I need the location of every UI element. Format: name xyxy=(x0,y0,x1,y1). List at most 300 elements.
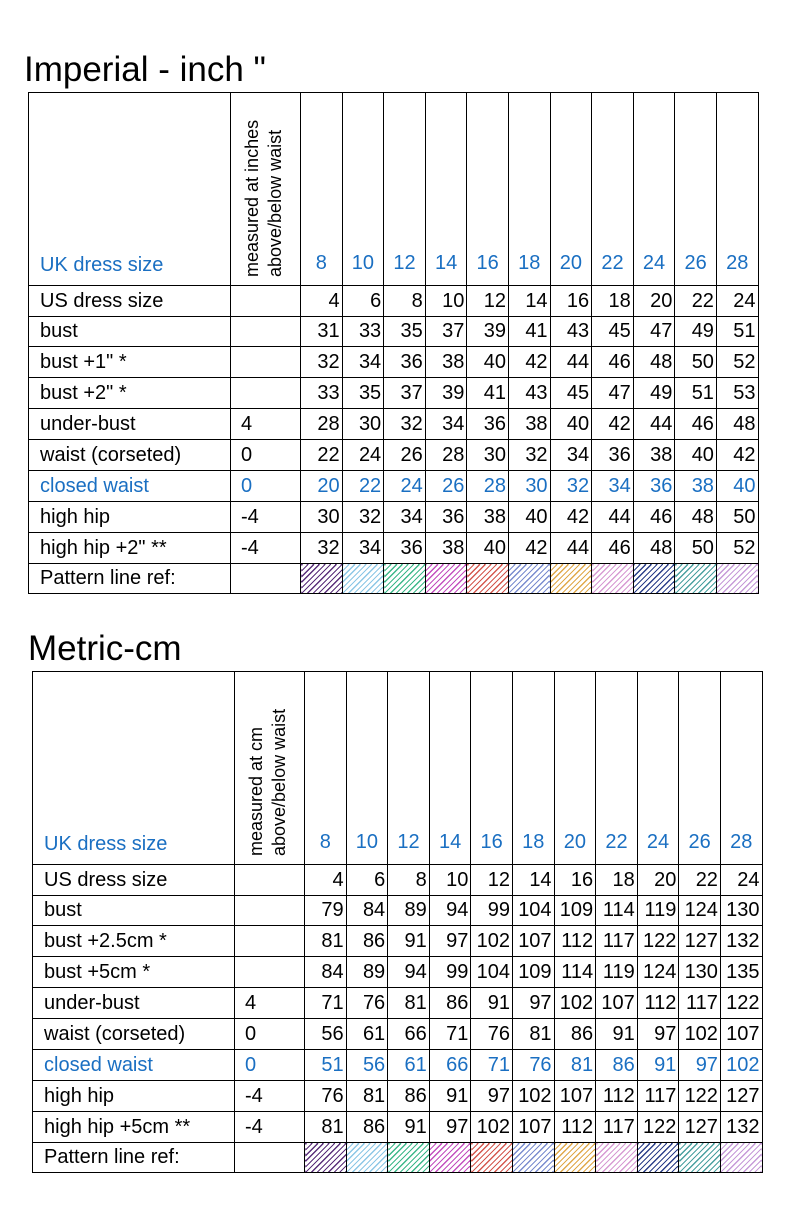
table-row xyxy=(33,1112,763,1143)
size-value-cell: 38 xyxy=(633,440,675,471)
size-value-cell: 34 xyxy=(342,347,384,378)
size-value-cell: 36 xyxy=(384,533,426,564)
size-value-cell: 71 xyxy=(429,1019,471,1050)
size-value-cell: 52 xyxy=(716,347,758,378)
size-value-cell: 107 xyxy=(554,1081,596,1112)
row-label: bust +1" * xyxy=(29,347,231,378)
size-value-cell: 40 xyxy=(508,502,550,533)
size-value-cell: 36 xyxy=(425,502,467,533)
size-value-cell: 26 xyxy=(384,440,426,471)
row-measured-at xyxy=(231,347,301,378)
table-row xyxy=(29,317,759,347)
size-value-cell: 38 xyxy=(425,533,467,564)
size-value-cell: 10 xyxy=(425,286,467,317)
size-value-cell: 97 xyxy=(637,1019,679,1050)
size-value-cell: 97 xyxy=(471,1081,513,1112)
size-value-cell: 48 xyxy=(716,409,758,440)
size-value-cell: 50 xyxy=(716,502,758,533)
size-value-cell: 76 xyxy=(346,988,388,1019)
size-value-cell: 33 xyxy=(342,317,384,347)
size-value-cell: 94 xyxy=(429,896,471,926)
row-measured-at xyxy=(235,926,305,957)
size-value-cell: 127 xyxy=(679,1112,721,1143)
table-row xyxy=(33,1019,763,1050)
pattern-swatch xyxy=(425,564,467,594)
size-value-cell: 76 xyxy=(512,1050,554,1081)
size-value-cell: 20 xyxy=(301,471,343,502)
uk-size-header: 24 xyxy=(633,93,675,286)
size-value-cell: 4 xyxy=(305,865,347,896)
size-value-cell: 38 xyxy=(508,409,550,440)
size-value-cell: 42 xyxy=(508,347,550,378)
size-value-cell: 4 xyxy=(301,286,343,317)
measured-at-header xyxy=(231,93,301,286)
row-label: bust xyxy=(29,317,231,347)
pattern-swatch xyxy=(512,1143,554,1173)
size-value-cell: 97 xyxy=(512,988,554,1019)
row-measured-at: 0 xyxy=(235,1019,305,1050)
size-value-cell: 89 xyxy=(346,957,388,988)
row-measured-at: 0 xyxy=(231,471,301,502)
size-value-cell: 46 xyxy=(592,347,634,378)
uk-size-header: 18 xyxy=(512,672,554,865)
size-value-cell: 114 xyxy=(596,896,638,926)
table-row xyxy=(29,440,759,471)
size-value-cell: 31 xyxy=(301,317,343,347)
size-value-cell: 30 xyxy=(467,440,509,471)
size-value-cell: 97 xyxy=(429,1112,471,1143)
size-value-cell: 44 xyxy=(633,409,675,440)
size-value-cell: 76 xyxy=(471,1019,513,1050)
size-value-cell: 112 xyxy=(554,1112,596,1143)
size-value-cell: 71 xyxy=(471,1050,513,1081)
measured-at-line2: above/below waist xyxy=(265,129,285,277)
uk-size-header: 26 xyxy=(675,93,717,286)
size-value-cell: 79 xyxy=(305,896,347,926)
size-value-cell: 44 xyxy=(592,502,634,533)
size-value-cell: 107 xyxy=(596,988,638,1019)
row-label: high hip xyxy=(33,1081,235,1112)
pattern-swatch xyxy=(471,1143,513,1173)
pattern-swatch xyxy=(342,564,384,594)
size-value-cell: 48 xyxy=(675,502,717,533)
size-value-cell: 97 xyxy=(429,926,471,957)
size-value-cell: 20 xyxy=(633,286,675,317)
size-value-cell: 91 xyxy=(637,1050,679,1081)
size-value-cell: 112 xyxy=(554,926,596,957)
row-measured-at: -4 xyxy=(231,502,301,533)
size-value-cell: 44 xyxy=(550,533,592,564)
size-value-cell: 35 xyxy=(342,378,384,409)
size-value-cell: 81 xyxy=(305,1112,347,1143)
size-value-cell: 81 xyxy=(388,988,430,1019)
size-value-cell: 127 xyxy=(720,1081,762,1112)
measured-at-lines xyxy=(245,709,291,856)
size-value-cell: 16 xyxy=(550,286,592,317)
size-value-cell: 28 xyxy=(467,471,509,502)
size-value-cell: 40 xyxy=(550,409,592,440)
size-value-cell: 48 xyxy=(633,533,675,564)
size-value-cell: 132 xyxy=(720,926,762,957)
table-row xyxy=(33,988,763,1019)
size-value-cell: 84 xyxy=(305,957,347,988)
row-label: high hip +2" ** xyxy=(29,533,231,564)
size-value-cell: 49 xyxy=(633,378,675,409)
size-value-cell: 102 xyxy=(471,926,513,957)
size-value-cell: 61 xyxy=(346,1019,388,1050)
size-value-cell: 30 xyxy=(342,409,384,440)
uk-size-header: 20 xyxy=(550,93,592,286)
size-value-cell: 112 xyxy=(637,988,679,1019)
size-value-cell: 36 xyxy=(384,347,426,378)
pattern-swatch xyxy=(508,564,550,594)
size-value-cell: 56 xyxy=(305,1019,347,1050)
table-row xyxy=(33,865,763,896)
size-value-cell: 117 xyxy=(596,926,638,957)
size-value-cell: 20 xyxy=(637,865,679,896)
size-value-cell: 112 xyxy=(596,1081,638,1112)
size-value-cell: 81 xyxy=(305,926,347,957)
pattern-swatch xyxy=(679,1143,721,1173)
size-value-cell: 32 xyxy=(384,409,426,440)
size-value-cell: 135 xyxy=(720,957,762,988)
metric-size-table xyxy=(32,671,763,1173)
size-value-cell: 32 xyxy=(301,347,343,378)
pattern-measured-empty xyxy=(231,564,301,594)
table-row xyxy=(29,533,759,564)
table-row xyxy=(29,471,759,502)
uk-size-header: 26 xyxy=(679,672,721,865)
size-value-cell: 40 xyxy=(675,440,717,471)
row-label: high hip +5cm ** xyxy=(33,1112,235,1143)
measured-at-line1: measured at inches xyxy=(242,119,262,277)
size-value-cell: 107 xyxy=(512,1112,554,1143)
row-measured-at xyxy=(231,378,301,409)
row-label: closed waist xyxy=(29,471,231,502)
size-value-cell: 39 xyxy=(467,317,509,347)
size-value-cell: 81 xyxy=(346,1081,388,1112)
size-value-cell: 86 xyxy=(596,1050,638,1081)
size-value-cell: 51 xyxy=(305,1050,347,1081)
row-label: bust +2" * xyxy=(29,378,231,409)
size-value-cell: 130 xyxy=(720,896,762,926)
size-value-cell: 117 xyxy=(637,1081,679,1112)
row-label: bust xyxy=(33,896,235,926)
row-label: under-bust xyxy=(33,988,235,1019)
size-value-cell: 104 xyxy=(512,896,554,926)
table-row xyxy=(33,926,763,957)
size-value-cell: 48 xyxy=(633,347,675,378)
size-value-cell: 124 xyxy=(637,957,679,988)
size-value-cell: 66 xyxy=(388,1019,430,1050)
size-value-cell: 52 xyxy=(716,533,758,564)
uk-size-header: 8 xyxy=(305,672,347,865)
pattern-swatch xyxy=(305,1143,347,1173)
table-row xyxy=(29,502,759,533)
size-value-cell: 30 xyxy=(301,502,343,533)
size-value-cell: 24 xyxy=(720,865,762,896)
size-value-cell: 81 xyxy=(554,1050,596,1081)
size-value-cell: 38 xyxy=(675,471,717,502)
size-value-cell: 8 xyxy=(384,286,426,317)
row-measured-at: 4 xyxy=(231,409,301,440)
size-value-cell: 42 xyxy=(716,440,758,471)
size-value-cell: 45 xyxy=(592,317,634,347)
uk-size-header: 28 xyxy=(716,93,758,286)
size-value-cell: 97 xyxy=(679,1050,721,1081)
size-value-cell: 66 xyxy=(429,1050,471,1081)
uk-size-header: 8 xyxy=(301,93,343,286)
size-value-cell: 114 xyxy=(554,957,596,988)
pattern-swatch xyxy=(720,1143,762,1173)
uk-size-header: 22 xyxy=(596,672,638,865)
imperial-title: Imperial - inch " xyxy=(24,50,266,89)
size-value-cell: 47 xyxy=(633,317,675,347)
size-value-cell: 122 xyxy=(637,926,679,957)
size-value-cell: 40 xyxy=(467,347,509,378)
uk-size-header: 28 xyxy=(720,672,762,865)
size-value-cell: 6 xyxy=(346,865,388,896)
size-value-cell: 132 xyxy=(720,1112,762,1143)
row-label: closed waist xyxy=(33,1050,235,1081)
row-measured-at: 0 xyxy=(231,440,301,471)
table-row xyxy=(29,409,759,440)
size-value-cell: 86 xyxy=(346,926,388,957)
size-value-cell: 44 xyxy=(550,347,592,378)
size-value-cell: 32 xyxy=(301,533,343,564)
size-value-cell: 102 xyxy=(471,1112,513,1143)
size-value-cell: 6 xyxy=(342,286,384,317)
size-value-cell: 43 xyxy=(550,317,592,347)
row-label: bust +5cm * xyxy=(33,957,235,988)
size-value-cell: 56 xyxy=(346,1050,388,1081)
size-value-cell: 10 xyxy=(429,865,471,896)
row-measured-at xyxy=(231,286,301,317)
size-value-cell: 86 xyxy=(388,1081,430,1112)
pattern-line-label: Pattern line ref: xyxy=(33,1143,235,1173)
size-value-cell: 32 xyxy=(508,440,550,471)
row-measured-at xyxy=(235,896,305,926)
measured-at-lines xyxy=(241,120,287,277)
uk-size-header: 12 xyxy=(384,93,426,286)
row-measured-at: 4 xyxy=(235,988,305,1019)
pattern-line-label: Pattern line ref: xyxy=(29,564,231,594)
row-measured-at: -4 xyxy=(235,1081,305,1112)
size-value-cell: 24 xyxy=(342,440,384,471)
size-value-cell: 94 xyxy=(388,957,430,988)
table-row xyxy=(33,957,763,988)
row-measured-at xyxy=(235,957,305,988)
size-value-cell: 41 xyxy=(508,317,550,347)
size-value-cell: 91 xyxy=(596,1019,638,1050)
size-value-cell: 102 xyxy=(720,1050,762,1081)
measured-at-line2: above/below waist xyxy=(269,708,289,856)
size-value-cell: 12 xyxy=(467,286,509,317)
size-value-cell: 86 xyxy=(346,1112,388,1143)
size-value-cell: 107 xyxy=(512,926,554,957)
size-value-cell: 76 xyxy=(305,1081,347,1112)
size-value-cell: 34 xyxy=(550,440,592,471)
measured-at-header xyxy=(235,672,305,865)
size-value-cell: 122 xyxy=(720,988,762,1019)
pattern-measured-empty xyxy=(235,1143,305,1173)
size-value-cell: 81 xyxy=(512,1019,554,1050)
pattern-swatch xyxy=(429,1143,471,1173)
size-value-cell: 18 xyxy=(596,865,638,896)
pattern-swatch xyxy=(384,564,426,594)
size-value-cell: 36 xyxy=(633,471,675,502)
size-value-cell: 24 xyxy=(716,286,758,317)
size-value-cell: 35 xyxy=(384,317,426,347)
table-row xyxy=(29,347,759,378)
uk-size-header: 16 xyxy=(471,672,513,865)
size-value-cell: 22 xyxy=(675,286,717,317)
size-value-cell: 61 xyxy=(388,1050,430,1081)
size-value-cell: 51 xyxy=(675,378,717,409)
size-value-cell: 89 xyxy=(388,896,430,926)
imperial-size-table xyxy=(28,92,759,594)
size-value-cell: 42 xyxy=(592,409,634,440)
size-value-cell: 102 xyxy=(554,988,596,1019)
size-value-cell: 130 xyxy=(679,957,721,988)
uk-size-header: 22 xyxy=(592,93,634,286)
size-value-cell: 47 xyxy=(592,378,634,409)
size-value-cell: 34 xyxy=(342,533,384,564)
table-row xyxy=(33,1081,763,1112)
row-measured-at: 0 xyxy=(235,1050,305,1081)
uk-size-header: 12 xyxy=(388,672,430,865)
size-value-cell: 26 xyxy=(425,471,467,502)
pattern-swatch xyxy=(675,564,717,594)
size-value-cell: 119 xyxy=(596,957,638,988)
uk-size-header: 10 xyxy=(342,93,384,286)
metric-title: Metric-cm xyxy=(28,629,182,668)
size-value-cell: 16 xyxy=(554,865,596,896)
size-value-cell: 51 xyxy=(716,317,758,347)
table-row xyxy=(33,1050,763,1081)
size-value-cell: 33 xyxy=(301,378,343,409)
size-value-cell: 46 xyxy=(675,409,717,440)
size-value-cell: 41 xyxy=(467,378,509,409)
uk-size-header: 14 xyxy=(429,672,471,865)
size-value-cell: 39 xyxy=(425,378,467,409)
uk-size-header: 14 xyxy=(425,93,467,286)
pattern-swatch xyxy=(716,564,758,594)
size-value-cell: 38 xyxy=(425,347,467,378)
size-value-cell: 22 xyxy=(342,471,384,502)
size-value-cell: 91 xyxy=(471,988,513,1019)
row-measured-at: -4 xyxy=(235,1112,305,1143)
row-measured-at: -4 xyxy=(231,533,301,564)
row-label: waist (corseted) xyxy=(33,1019,235,1050)
size-value-cell: 50 xyxy=(675,533,717,564)
size-value-cell: 14 xyxy=(512,865,554,896)
size-value-cell: 18 xyxy=(592,286,634,317)
row-measured-at xyxy=(235,865,305,896)
size-value-cell: 91 xyxy=(388,926,430,957)
size-value-cell: 84 xyxy=(346,896,388,926)
size-value-cell: 28 xyxy=(425,440,467,471)
table-row xyxy=(33,896,763,926)
size-value-cell: 30 xyxy=(508,471,550,502)
size-value-cell: 40 xyxy=(467,533,509,564)
pattern-swatch xyxy=(467,564,509,594)
table-row xyxy=(29,378,759,409)
size-value-cell: 45 xyxy=(550,378,592,409)
size-value-cell: 86 xyxy=(554,1019,596,1050)
size-value-cell: 99 xyxy=(429,957,471,988)
size-value-cell: 107 xyxy=(720,1019,762,1050)
size-value-cell: 12 xyxy=(471,865,513,896)
pattern-swatch xyxy=(388,1143,430,1173)
size-value-cell: 14 xyxy=(508,286,550,317)
size-value-cell: 43 xyxy=(508,378,550,409)
row-label: bust +2.5cm * xyxy=(33,926,235,957)
size-value-cell: 34 xyxy=(384,502,426,533)
size-value-cell: 42 xyxy=(508,533,550,564)
size-value-cell: 119 xyxy=(637,896,679,926)
pattern-swatch xyxy=(592,564,634,594)
size-value-cell: 71 xyxy=(305,988,347,1019)
size-value-cell: 86 xyxy=(429,988,471,1019)
uk-dress-size-header: UK dress size xyxy=(29,93,231,286)
row-label: waist (corseted) xyxy=(29,440,231,471)
uk-dress-size-header: UK dress size xyxy=(33,672,235,865)
size-value-cell: 91 xyxy=(429,1081,471,1112)
size-value-cell: 34 xyxy=(425,409,467,440)
size-value-cell: 32 xyxy=(342,502,384,533)
pattern-swatch xyxy=(346,1143,388,1173)
size-value-cell: 109 xyxy=(554,896,596,926)
size-value-cell: 53 xyxy=(716,378,758,409)
size-value-cell: 117 xyxy=(679,988,721,1019)
uk-size-header: 16 xyxy=(467,93,509,286)
size-value-cell: 109 xyxy=(512,957,554,988)
pattern-swatch xyxy=(637,1143,679,1173)
size-value-cell: 24 xyxy=(384,471,426,502)
uk-size-header: 10 xyxy=(346,672,388,865)
size-value-cell: 46 xyxy=(633,502,675,533)
row-label: US dress size xyxy=(33,865,235,896)
row-label: US dress size xyxy=(29,286,231,317)
size-value-cell: 102 xyxy=(512,1081,554,1112)
pattern-line-row xyxy=(29,564,759,594)
pattern-swatch xyxy=(596,1143,638,1173)
table-row xyxy=(29,286,759,317)
row-label: high hip xyxy=(29,502,231,533)
size-value-cell: 117 xyxy=(596,1112,638,1143)
size-value-cell: 37 xyxy=(425,317,467,347)
pattern-line-row xyxy=(33,1143,763,1173)
header-row xyxy=(33,672,763,865)
size-value-cell: 22 xyxy=(301,440,343,471)
pattern-swatch xyxy=(554,1143,596,1173)
pattern-swatch xyxy=(633,564,675,594)
size-value-cell: 99 xyxy=(471,896,513,926)
uk-size-header: 18 xyxy=(508,93,550,286)
pattern-swatch xyxy=(301,564,343,594)
size-value-cell: 34 xyxy=(592,471,634,502)
row-measured-at xyxy=(231,317,301,347)
size-value-cell: 124 xyxy=(679,896,721,926)
size-value-cell: 37 xyxy=(384,378,426,409)
size-value-cell: 46 xyxy=(592,533,634,564)
size-value-cell: 36 xyxy=(592,440,634,471)
size-value-cell: 32 xyxy=(550,471,592,502)
size-value-cell: 122 xyxy=(679,1081,721,1112)
size-value-cell: 127 xyxy=(679,926,721,957)
uk-size-header: 24 xyxy=(637,672,679,865)
